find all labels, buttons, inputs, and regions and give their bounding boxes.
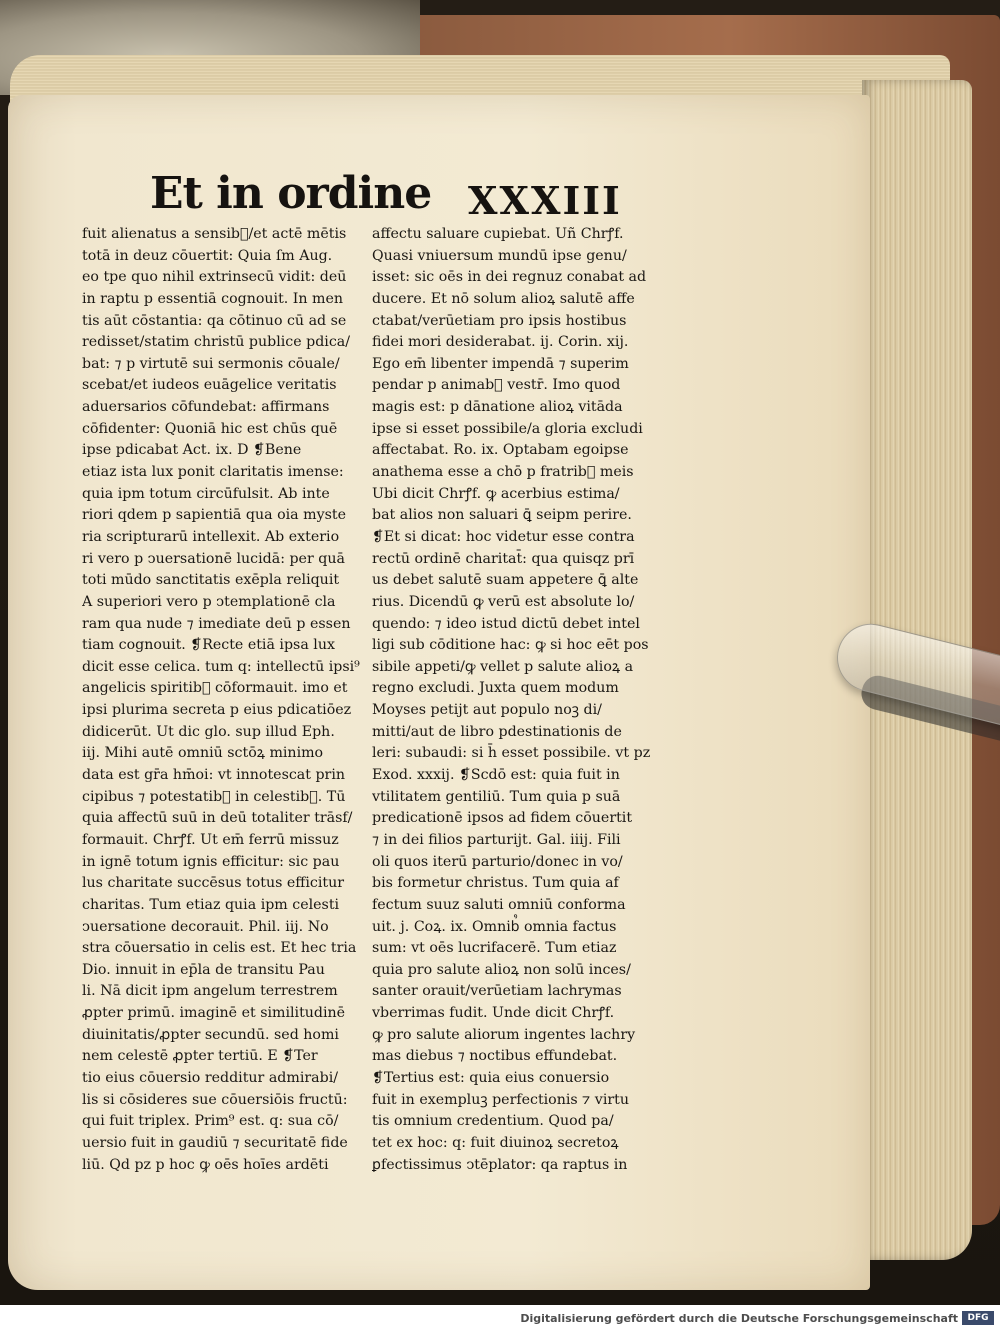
text-line: ipse si esset possibile/a gloria excludi	[372, 420, 643, 437]
text-line: lus charitate succēsus totus efficitur	[82, 875, 344, 892]
text-line: quia affectū suū in deū totaliter trāsf/	[82, 810, 353, 827]
text-line: magis est: p dānatione alioꝝ vitāda	[372, 399, 623, 416]
text-line: tiam cognouit. ❡Recte etiā ipsa lux	[82, 637, 335, 654]
text-line: in ignē totum ignis efficitur: sic pau	[82, 853, 340, 870]
text-line: ducere. Et nō solum alioꝝ salutē affe	[372, 290, 635, 307]
text-line: totā in deuz cōuertit: Quia ſm Aug.	[82, 247, 333, 264]
text-line: isset: sic oēs in dei regnuz conabat ad	[372, 269, 647, 286]
running-head: Et in ordine	[150, 168, 432, 219]
text-line: ipsi plurima secreta p eius pdicatiōez	[82, 702, 352, 719]
text-line: scebat/et iudeos euāgelice veritatis	[82, 377, 337, 394]
text-line: quia pro salute alioꝝ non solū inces/	[372, 961, 631, 978]
text-line: cipibus ⁊ potestatib᷒ in celestib᷒. Tū	[82, 788, 346, 805]
text-line: ❡Et si dicat: hoc videtur esse contra	[372, 528, 635, 545]
text-line: toti mūdo sanctitatis exēpla reliquit	[82, 572, 340, 589]
text-line: affectabat. Ro. ix. Optabam egoipse	[372, 442, 629, 459]
text-line: ram qua nude ⁊ imediate deū p essen	[82, 615, 351, 632]
text-line: fidei mori desiderabat. ij. Corin. xij.	[372, 334, 629, 351]
text-line: sibile appeti/ꝙ vellet p salute alioꝝ a	[372, 658, 634, 675]
text-line: vtilitatem gentiliū. Tum quia p suā	[372, 788, 621, 805]
text-line: riori qdem p sapientiā qua oia myste	[82, 507, 346, 524]
text-line: bat: ⁊ p virtutē sui sermonis cōuale/	[82, 355, 340, 372]
text-line: uersio fuit in gaudiū ⁊ securitatē fide	[82, 1134, 348, 1151]
text-line: eo tpe quo nihil extrinsecū vidit: deū	[82, 269, 347, 286]
text-line: ri vero p ↄuersationē lucidā: per quā	[82, 550, 345, 567]
text-line: aduersarios cōfundebat: affirmans	[82, 399, 330, 416]
text-line: ria scripturarū intellexit. Ab exterio	[82, 528, 340, 545]
text-line: vberrimas fudit. Unde dicit Chrꝭf.	[372, 1005, 615, 1022]
text-line: angelicis spiritib᷒ cōformauit. imo et	[82, 680, 348, 697]
text-line: didicerūt. Ut dic glo. sup illud Eph.	[82, 723, 335, 740]
text-line: Quasi vniuersum mundū ipse genu/	[372, 247, 627, 264]
text-line: ꝙ pro salute aliorum ingentes lachry	[372, 1026, 636, 1043]
text-line: redisset/statim christū publice pdica/	[82, 334, 351, 351]
text-line: tio eius cōuersio redditur admirabi/	[82, 1069, 339, 1086]
text-line: us debet salutē suam appetere ꝗ̄ alte	[372, 572, 639, 589]
text-line: Ego em̄ libenter impendā ⁊ superim	[372, 355, 629, 372]
text-line: ↄuersatione decorauit. Phil. iij. No	[82, 918, 329, 935]
text-line: regno excludi. Juxta quem modum	[372, 680, 619, 697]
text-line: diuinitatis/ꝓpter secundū. sed homi	[82, 1026, 339, 1043]
text-line: charitas. Tum etiaz quia ipm celesti	[82, 896, 340, 913]
text-line: mitti/aut de libro pdestinationis de	[372, 723, 622, 740]
text-line: quendo: ⁊ ideo istud dictū debet intel	[372, 615, 640, 632]
text-line: predicationē ipsos ad fidem cōuertit	[372, 810, 633, 827]
text-line: Dio. innuit in ep̄la de transitu Pau	[82, 961, 325, 978]
text-line: fectum suuz saluti omniū conforma	[372, 896, 626, 913]
text-line: rectū ordinē charitat̄: qua quisqz prī	[372, 550, 635, 567]
text-line: sum: vt oēs lucrifacerē. Tum etiaz	[372, 940, 617, 957]
text-line: fuit alienatus a sensib᷒/et actē mētis	[82, 226, 347, 242]
text-line: in raptu p essentiā cognouit. In men	[82, 290, 344, 307]
text-line: etiaz ista lux ponit claritatis imense:	[82, 464, 344, 481]
text-line: ctabat/verūetiam pro ipsis hostibus	[372, 312, 627, 329]
folio-number: XXXIII	[468, 178, 622, 223]
text-column-left	[82, 224, 380, 1176]
text-line: A superiori vero p ↄtemplationē cla	[82, 593, 336, 610]
text-line: Ubi dicit Chrꝭf. ꝙ acerbius estima/	[372, 485, 620, 502]
text-line: bat alios non saluari ꝗ̄ seipm perire.	[372, 507, 632, 524]
text-line: formauit. Chrꝭf. Ut em̄ ferrū missuz	[82, 831, 339, 848]
text-line: ꝓpter primū. imaginē et similitudinē	[82, 1005, 346, 1022]
text-line: iij. Mihi autē omniū sctōꝝ minimo	[82, 745, 324, 762]
text-line: santer orauit/verūetiam lachrymas	[372, 983, 622, 1000]
text-line: Moyses petijt aut populo noꝫ di/	[372, 702, 602, 719]
text-line: oli quos iterū parturio/donec in vo/	[372, 853, 623, 870]
text-line: mas diebus ⁊ noctibus effundebat.	[372, 1048, 618, 1065]
text-line: dicit esse celica. tum q: intellectū ipsi⁹	[82, 658, 360, 675]
text-line: ipse pdicabat Act. ix. D ❡Bene	[82, 442, 302, 459]
footer-credit: Digitalisierung gefördert durch die Deutsche Forschungsgemeinschaft	[520, 1312, 958, 1325]
text-line: ⁊ in dei filios parturijt. Gal. iiij. Fili	[372, 831, 621, 848]
text-line: tet ex hoc: q: fuit diuinoꝝ secretoꝝ	[372, 1134, 619, 1151]
text-line: bis formetur christus. Tum quia af	[372, 875, 619, 892]
text-line: stra cōuersatio in celis est. Et hec tria	[82, 940, 357, 957]
text-line: quia ipm totum circūfulsit. Ab inte	[82, 485, 330, 502]
text-line: ❡Tertius est: quia eius conuersio	[372, 1069, 610, 1086]
text-line: tis omnium credentium. Quod pa/	[372, 1113, 614, 1130]
text-line: data est gr̄a hm̄oi: vt innotescat prin	[82, 767, 346, 784]
dfg-logo: DFG	[962, 1311, 994, 1325]
text-line: ꝑfectissimus ↄtēplator: qa raptus in	[372, 1156, 628, 1173]
text-line: anathema esse a chō p fratrib᷒ meis	[372, 464, 634, 481]
text-column-right	[372, 224, 672, 1176]
text-line: liū. Qd pz p hoc ꝙ oēs hoīes ardēti	[82, 1156, 329, 1173]
text-line: pendar p animab᷒ vestr̄. Imo quod	[372, 377, 621, 394]
text-line: li. Nā dicit ipm angelum terrestrem	[82, 983, 338, 1000]
text-line: nem celestē ꝓpter tertiū. E ❡Ter	[82, 1048, 318, 1065]
text-line: cōfidenter: Quoniā hic est chūs quē	[82, 420, 338, 437]
text-line: ligi sub cōditione hac: ꝙ si hoc eēt pos	[372, 637, 649, 654]
text-line: uit. j. Coꝝ. ix. Omnib᷒ omnia factus	[372, 918, 617, 935]
text-line: qui fuit triplex. Prim⁹ est. q: sua cō/	[82, 1113, 339, 1130]
text-line: fuit in exempluꝫ perfectionis ⁊ virtu	[372, 1091, 629, 1108]
text-line: Exod. xxxij. ❡Scdō est: quia fuit in	[372, 767, 620, 784]
text-line: lis si cōsideres sue cōuersiōis fructū:	[82, 1091, 348, 1108]
text-line: leri: subaudi: si h̄ esset possibile. vt pz	[372, 745, 651, 762]
text-line: tis aūt cōstantia: qa cōtinuo cū ad se	[82, 312, 347, 329]
text-line: affectu saluare cupiebat. Uñ Chrꝭf.	[372, 226, 624, 242]
text-line: rius. Dicendū ꝙ verū est absolute lo/	[372, 593, 635, 610]
